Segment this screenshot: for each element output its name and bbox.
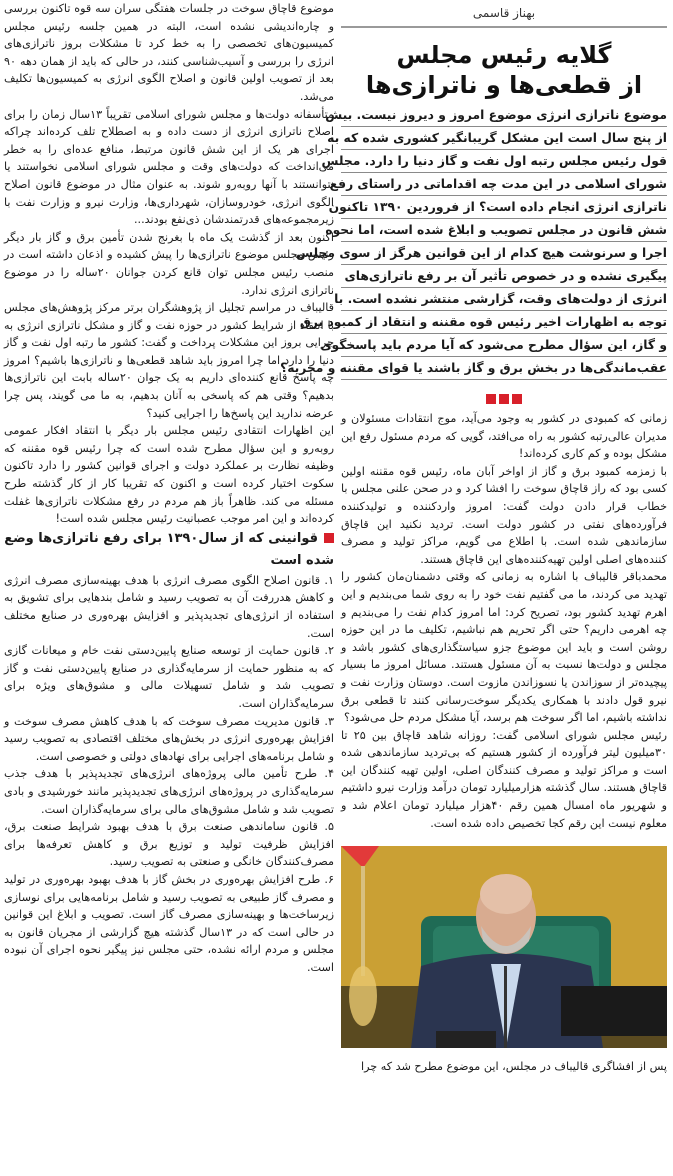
paragraph: محمدباقر قالیباف با اشاره به زمانی که وقتی دشمنان‌مان کشور را تهدید می کردند، ما می گفتیم نفت خود را به روی شما می‌بندیم و این اهرم تهدید کشور بود، تصریح کرد: اما امروز کدام نفت را می‌بندیم و چه اهرمی داریم؟ حتی اگر تحریم هم نباشیم، تکلیف ما در این حوزه روشن است و باید این موضوع جزو سیاستگذاری‌های کشور باشد و مجلس و دولت‌ها نسبت به آن مسئول هستند. مسائل امروز ما بسیار پیچیده‌تر از سوزاندن یا نسوزاندن مازوت است. دوستان وزارت نفت و نیرو قول دادند با همکاری یکدیگر سوخت‌رسانی کنند تا قطعی برق نداشته باشیم، اما اگر سوخت هم برسد، آیا مشکل مردم حل می‌شود؟ (341, 570, 667, 725)
paragraph: قالیباف در مراسم تجلیل از پژوهشگران برتر مرکز پژوهش‌های مجلس با انتقاد از شرایط کشور در حوزه نفت و گاز و مشکل ناترازی انرژی به چرایی بروز این مشکلات پرداخت و گفت: کشور ما رتبه اول نفت و گاز دنیا را دارد اما چرا امروز باید شاهد قطعی‌ها و ناترازی‌ها باشیم؟ امروز چه پاسخ قانع کننده‌ای داریم به یک جوان ۲۰ساله بابت این ناترازی‌ها بدهیم؟ وقتی هم که پاسخی به آنان بدهیم، به ما می گویند، پس چرا عرضه ندارید این پاسخ‌ها را اجرایی کنید؟ (4, 301, 334, 420)
lead-paragraph (280, 104, 667, 380)
lead-line: موضوع ناترازی انرژی موضوع امروز و دیروز نیست. بیش (341, 104, 667, 127)
laws-list (4, 572, 334, 977)
article-left-column (4, 0, 334, 976)
paragraph: این اظهارات انتقادی رئیس مجلس بار دیگر با انتقاد افکار عمومی روبه‌رو و این سؤال مطرح شده است که چرا رئیس قوه مقننه که وظیفه نظارت بر عملکرد دولت و اجرای قوانین کشور را دارد تاکنون سکوت اختیار کرده است و اکنون که تقریبا کار از کار گذشته طرح مسئله می کند. ظاهراً باز هم مردم در رفع مشکلات ناترازی‌ها غفلت کرده‌اند و این امر موجب عصبانیت رئیس مجلس شده است! (4, 424, 334, 526)
lead-line: ناترازی انرژی انجام داده است؟ از فروردین ۱۳۹۰ تاکنون (341, 196, 667, 219)
law-item: ۳. قانون مدیریت مصرف سوخت که با هدف کاهش مصرف سوخت و افزایش بهره‌وری انرژی در بخش‌های مختلف اقتصادی به تصویب رسید و شامل برنامه‌های اجرایی برای نهادهای دولتی و خصوصی است. (4, 714, 334, 763)
red-square-icon (486, 394, 496, 404)
byline-divider (341, 26, 667, 28)
lead-line: شش قانون در مجلس تصویب و ابلاغ شده است، اما نحوه (341, 219, 667, 242)
paragraph: رئیس مجلس شورای اسلامی گفت: روزانه شاهد قاچاق بین ۲۵ تا ۳۰میلیون لیتر فرآورده از کشور هستیم که بی‌تردید سازماندهی شده است و مراکز تولید و مصرف کنندگان اصلی، اولین تهیه کنندگان این قاچاق هستند. سال گذشته هزارمیلیارد تومان درآمد وزارت نیرو داشتیم و شهریور ماه امسال همین رقم ۴۰هزار میلیارد تومان اعلام شد و معلوم نیست این رقم کجا تخصیص داده شده است. (341, 728, 668, 830)
byline: بهناز قاسمی (472, 6, 536, 20)
headline-line-2: از قطعی‌ها و ناترازی‌ها (365, 71, 643, 99)
lead-line: انرژی از دولت‌های وقت، گزارشی منتشر نشده است. با (341, 288, 667, 311)
paragraph: با زمزمه کمبود برق و گاز از اواخر آبان ماه، رئیس قوه مقننه اولین کسی بود که راز قاچاق سوخت را افشا کرد و در صحن علنی مجلس با خطاب قرار دادن دولت گفت: امروز واردکننده و تولیدکننده فرآورده‌های نفتی در کشور دولت است. تردید نکنید این قاچاق سازماندهی شده است. با اطلاع می گویم، مراکز تولید و مصرف کننده‌های اصلی اولین تهیه‌کننده‌های این قاچاق هستند. (341, 464, 667, 566)
right-body-text (341, 410, 667, 832)
red-square-icon (499, 394, 509, 404)
paragraph: متأسفانه دولت‌ها و مجلس شورای اسلامی تقریباً ۱۳سال زمان را برای اصلاح ناترازی انرژی از دست داده و به اصطلاح تلف کرده‌اند چراکه اجرای هر یک از این شش قانون مرتبط، منافع عده‌ای را به خطر می‌انداخت که دولت‌های وقت و مجلس شورای اسلامی نخواستند یا نتوانستند با آنها روبه‌رو شوند. به عنوان مثال در موضوع قانون اصلاح الگوی انرژی، خودروسازان، شهرداری‌ها، وزارت نیرو و وزارت نفت با زیرمجموعه‌های قدرتمندشان ذی‌نفع بودند... (4, 107, 335, 227)
red-square-separator-icon (341, 394, 667, 404)
photo-caption: پس از افشاگری قالیباف در مجلس، این موضوع مطرح شد که چرا (360, 1060, 667, 1074)
lead-line: عقب‌ماندگی‌ها در بخش برق و گاز باشند یا قوای مقننه و مجریه؟ (341, 357, 667, 380)
lead-line: و گاز، این سؤال مطرح می‌شود که آیا مردم باید پاسخگوی (341, 334, 667, 357)
laws-subheading (4, 528, 334, 572)
lead-line: پیگیری نشده و در خصوص تأثیر آن بر رفع ناترازی‌های (341, 265, 667, 288)
headline-line-1: گلایه رئیس مجلس (396, 41, 612, 69)
lead-line: شورای اسلامی در این مدت چه اقداماتی در راستای رفع (341, 173, 667, 196)
law-item: ۶. طرح افزایش بهره‌وری در بخش گاز با هدف بهبود بهره‌وری در تولید و مصرف گاز طبیعی به تصویب رسید و شامل برنامه‌هایی برای نوسازی زیرساخت‌ها و بهینه‌سازی مصرف گاز است. تصویب و ابلاغ این قوانین در حالی است که در ۱۳سال گذشته هیچ گزارشی از مجریان قانون به مجلس و مردم ارائه نشده، حتی مجلس نیز پیگیر نحوه اجرای آن نبوده است. (4, 872, 334, 974)
lead-line: از پنج سال است این مشکل گریبانگیر کشوری شده که به (341, 127, 667, 150)
laws-subheading-text: قوانینی که از سال۱۳۹۰ برای رفع ناترازی‌ها وضع شده است (4, 530, 334, 568)
paragraph: زمانی که کمبودی در کشور به وجود می‌آید، موج انتقادات مسئولان و مدیران عالی‌رتبه کشور به راه می‌افتد، گویی که مردم مسئول رفع این مشکل بوده و کم کاری کرده‌اند! (341, 412, 667, 461)
red-square-icon (512, 394, 522, 404)
paragraph: موضوع قاچاق سوخت در جلسات هفتگی سران سه قوه تاکنون بررسی و چاره‌اندیشی نشده است، البته در همین جلسه رئیس مجلس کمیسیون‌های تخصصی را به خط کرد تا مشکلات بروز ناترازی‌های انرژی را بررسی و آسیب‌شناسی کنند، در حالی که باید از همان دهه ۹۰ بعد از تصویب اولین قانون و اصلاح الگوی انرژی به کمیسیون‌ها تکلیف می‌شد. (4, 2, 334, 103)
lead-line: اجرا و سرنوشت هیچ کدام از این قوانین هرگز از سوی مجلس (341, 242, 667, 265)
red-square-bullet-icon (324, 533, 334, 543)
paragraph: اکنون بعد از گذشت یک ماه با بغرنج شدن تأمین برق و گاز بار دیگر رئیس مجلس موضوع ناترازی‌ها را پیش کشیده و اذعان داشته است در منصب رئیس مجلس توان قانع کردن جوانان ۲۰ساله را در موضوع ناترازی انرژی ندارد. (4, 230, 334, 297)
article-photo (341, 846, 667, 1048)
article-right-column (280, 0, 668, 1076)
photo-illustration (341, 846, 667, 1048)
headline (341, 40, 667, 100)
lead-line: قول رئیس مجلس رتبه اول نفت و گاز دنیا را دارد. مجلس (341, 150, 667, 173)
left-body-text (4, 0, 334, 528)
lead-line: توجه به اظهارات اخیر رئیس قوه مقننه و انتقاد از کمبود برق (341, 311, 667, 334)
law-item: ۴. طرح تأمین مالی پروژه‌های انرژی‌های تجدیدپذیر با هدف جذب سرمایه‌گذاری در پروژه‌های انرژی‌های تجدیدپذیر مانند خورشیدی و بادی تصویب شد و شامل مشوق‌های مالی برای سرمایه‌گذاران است. (4, 767, 334, 816)
law-item: ۵. قانون ساماندهی صنعت برق با هدف بهبود شرایط صنعت برق، افزایش ظرفیت تولید و توزیع برق و کاهش تعرفه‌ها برای مصرف‌کنندگان خانگی و صنعتی به تصویب رسید. (4, 820, 334, 869)
law-item: ۲. قانون حمایت از توسعه صنایع پایین‌دستی نفت خام و میعانات گازی که به منظور حمایت از سرمایه‌گذاری در صنایع پایین‌دستی نفت و گاز تصویب شد و شامل تسهیلات مالی و مشوق‌های ویژه برای سرمایه‌گذاران است. (4, 644, 334, 710)
law-item: ۱. قانون اصلاح الگوی مصرف انرژی با هدف بهینه‌سازی مصرف انرژی و کاهش هدررفت آن به تصویب رسید و شامل بندهایی برای تشویق به استفاده از انرژی‌های تجدیدپذیر و افزایش بهره‌وری در صنایع مختلف است. (4, 573, 334, 640)
